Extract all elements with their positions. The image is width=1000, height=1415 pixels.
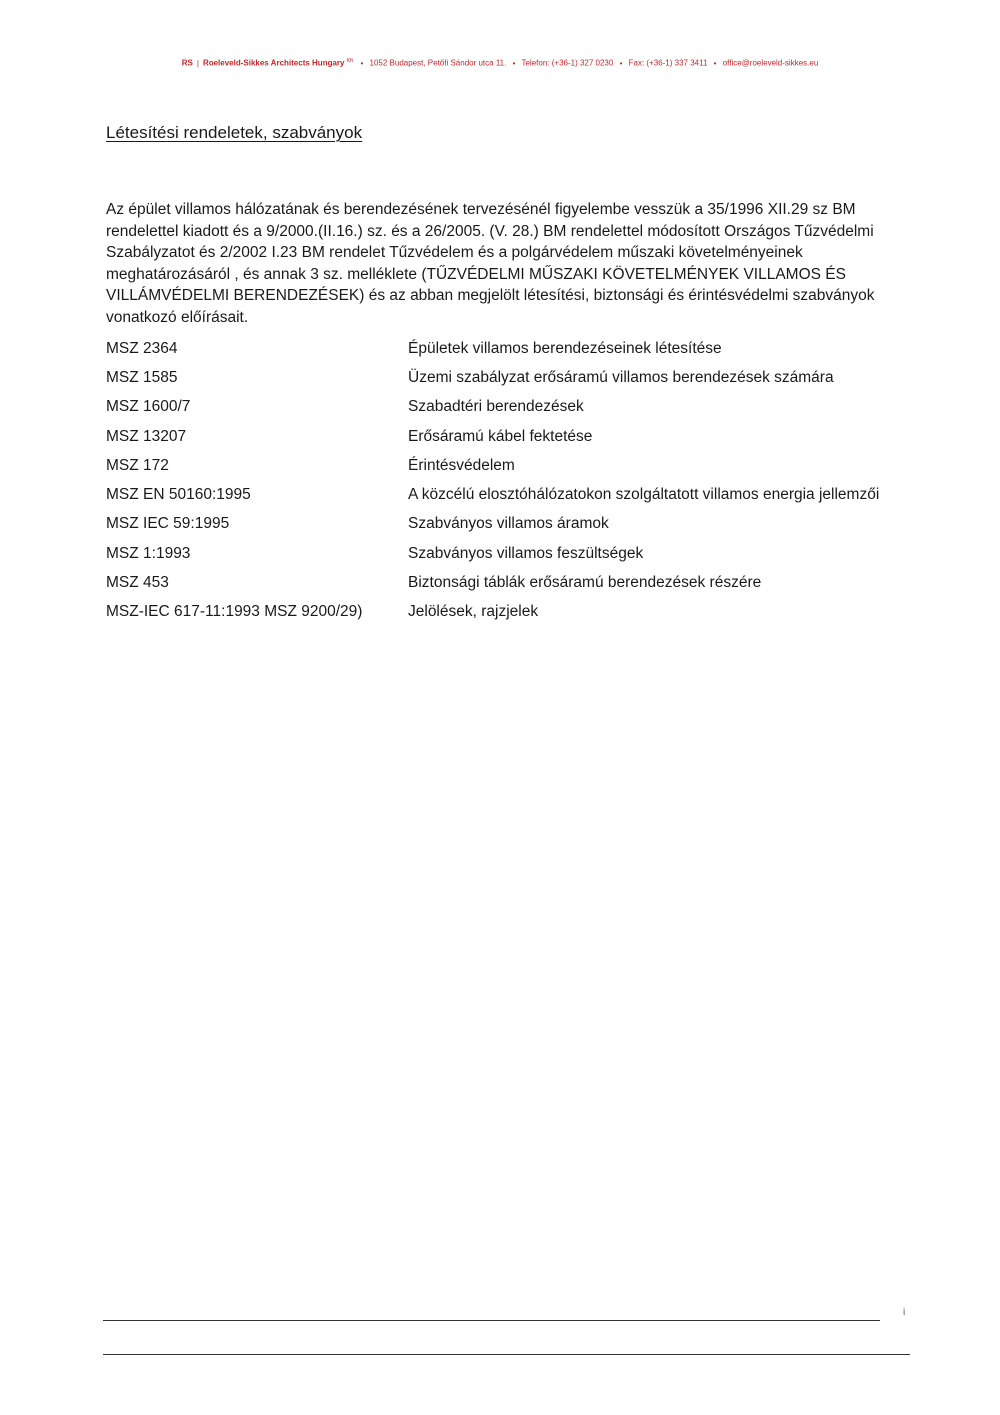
standard-description: Jelölések, rajzjelek — [408, 603, 539, 621]
standard-row — [106, 451, 896, 480]
standard-row — [106, 539, 896, 568]
brand-name: Roeleveld-Sikkes Architects Hungary — [202, 58, 345, 68]
standard-code: MSZ 2364 — [106, 339, 178, 357]
standard-description: Épületek villamos berendezéseinek létesítése — [408, 339, 722, 357]
brand-suffix: Kft. — [346, 58, 355, 64]
standard-description: Érintésvédelem — [408, 456, 515, 474]
standard-description: Üzemi szabályzat erősáramú villamos berendezések számára — [408, 368, 834, 386]
letterhead — [0, 58, 1000, 68]
intro-paragraph: Az épület villamos hálózatának és berendezésének tervezésénél figyelembe vesszük a 35/1996 XII.29 sz BM rendelettel kiadott és a 9/2000.(II.16.) sz. és a 26/2005. (V. 28.) BM rendelettel módosított Országos Tűzvédelmi Szabályzatot és 2/2002 I.23 BM rendelet Tűzvédelem és a polgárvédelem műszaki követelményeinek meghatározásáról , és annak 3 sz. melléklete (TŰZVÉDELMI MŰSZAKI KÖVETELMÉNYEK VILLAMOS ÉS VILLÁMVÉDELMI BERENDEZÉSEK) és az abban megjelölt létesítési, biztonsági és érintésvédelmi szabványok vonatkozó előírásait. — [106, 201, 875, 326]
standard-row — [106, 568, 896, 597]
standard-row — [106, 334, 896, 363]
standard-row — [106, 510, 896, 539]
bullet-1: • — [360, 58, 364, 68]
brand-divider: | — [196, 58, 199, 68]
standards-list — [106, 334, 896, 627]
standard-description: Erősáramú kábel fektetése — [408, 427, 593, 445]
standard-code: MSZ 1600/7 — [106, 398, 191, 416]
standard-code: MSZ 1585 — [106, 368, 178, 386]
standard-code: MSZ EN 50160:1995 — [106, 486, 251, 504]
standard-description: Szabványos villamos feszültségek — [408, 544, 644, 562]
bullet-2: • — [512, 58, 516, 68]
company-address: 1052 Budapest, Petőfi Sándor utca 11. — [369, 58, 507, 68]
standard-description: A közcélú elosztóhálózatokon szolgáltatott villamos energia jellemzői — [408, 486, 880, 504]
brand-code: RS — [181, 58, 193, 68]
bullet-4: • — [713, 58, 717, 68]
standard-row — [106, 363, 896, 392]
company-phone: Telefon: (+36-1) 327 0230 — [521, 58, 614, 68]
company-fax: Fax: (+36-1) 337 3411 — [628, 58, 708, 68]
standard-description: Biztonsági táblák erősáramú berendezések részére — [408, 574, 762, 592]
company-email[interactable]: office@roeleveld-sikkes.eu — [722, 58, 819, 68]
standard-code: MSZ 13207 — [106, 427, 187, 445]
footer-rule-bottom — [103, 1354, 910, 1355]
footer-rule-top — [103, 1320, 880, 1321]
standard-description: Szabványos villamos áramok — [408, 515, 609, 533]
page-number: i — [903, 1307, 906, 1318]
bullet-3: • — [619, 58, 623, 68]
section-title: Létesítési rendeletek, szabványok — [106, 123, 363, 142]
standard-row — [106, 598, 896, 627]
standard-code: MSZ 453 — [106, 574, 169, 592]
standard-row — [106, 422, 896, 451]
standard-row — [106, 393, 896, 422]
standard-code: MSZ-IEC 617-11:1993 MSZ 9200/29) — [106, 603, 363, 621]
standard-description: Szabadtéri berendezések — [408, 398, 584, 416]
standard-code: MSZ 172 — [106, 456, 169, 474]
standard-code: MSZ 1:1993 — [106, 544, 191, 562]
standard-row — [106, 480, 896, 509]
standard-code: MSZ IEC 59:1995 — [106, 515, 230, 533]
